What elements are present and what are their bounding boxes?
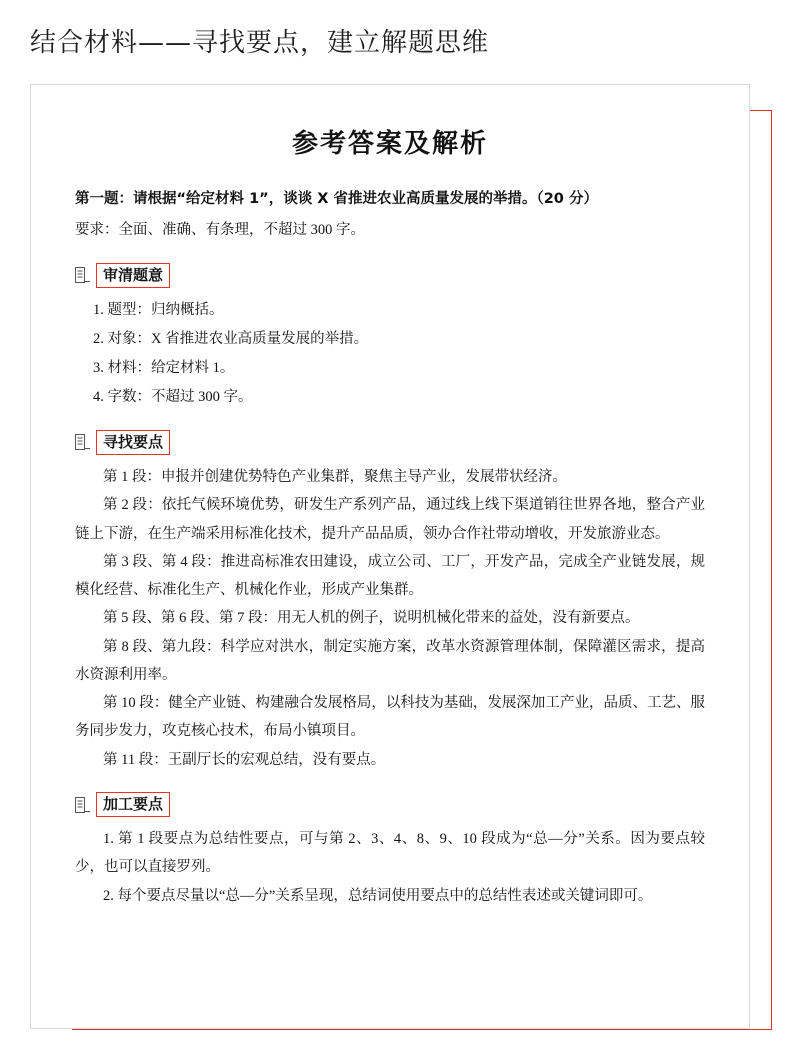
document-list-icon — [75, 267, 90, 283]
list-item: 3. 材料：给定材料 1。 — [93, 359, 235, 376]
section-header-analyze — [75, 263, 705, 288]
section-label-analyze: 审清题意 — [96, 263, 170, 288]
document-title: 参考答案及解析 — [291, 129, 488, 159]
paragraph: 第 10 段：健全产业链、构建融合发展格局，以科技为基础，发展深加工产业，品质、工艺、服务同步发力，攻克核心技术，布局小镇项目。 — [75, 695, 705, 740]
section-label-process-points: 加工要点 — [96, 792, 170, 817]
list-item: 1. 题型：归纳概括。 — [93, 301, 224, 318]
section-header-process-points — [75, 792, 705, 817]
paragraph: 第 5 段、第 6 段、第 7 段：用无人机的例子，说明机械化带来的益处，没有新要点。 — [103, 610, 640, 627]
list-item: 4. 字数：不超过 300 字。 — [93, 388, 253, 405]
section-label-find-points: 寻找要点 — [96, 430, 170, 455]
document-list-icon — [75, 797, 90, 813]
paragraph: 第 8 段、第九段：科学应对洪水，制定实施方案，改革水资源管理体制，保障灌区需求，提高水资源利用率。 — [75, 638, 705, 683]
question-requirement: 要求：全面、准确、有条理，不超过 300 字。 — [75, 221, 365, 238]
section-header-find-points — [75, 430, 705, 455]
document-body — [31, 85, 749, 910]
page-title: 结合材料——寻找要点，建立解题思维 — [30, 28, 490, 58]
paragraph: 2. 每个要点尽量以“总—分”关系呈现，总结词使用要点中的总结性表述或关键词即可。 — [103, 887, 653, 904]
paragraph: 第 3 段、第 4 段：推进高标准农田建设，成立公司、工厂，开发产品，完成全产业链发展，规模化经营、标准化生产、机械化作业，形成产业集群。 — [75, 553, 705, 599]
list-item: 2. 对象：X 省推进农业高质量发展的举措。 — [93, 330, 369, 347]
paragraph: 第 1 段：申报并创建优势特色产业集群，聚焦主导产业，发展带状经济。 — [103, 469, 567, 486]
paragraph: 第 2 段：依托气候环境优势，研发生产系列产品，通过线上线下渠道销往世界各地，整合产业链上下游，在生产端采用标准化技术，提升产品品质，领办合作社带动增收，开发旅游业态。 — [75, 497, 705, 542]
paragraph: 第 11 段：王副厅长的宏观总结，没有要点。 — [103, 751, 386, 768]
question-prompt: 第一题：请根据“给定材料 1”，谈谈 X 省推进农业高质量发展的举措。（20 分） — [75, 191, 598, 207]
document-list-icon — [75, 434, 90, 450]
paragraph: 1. 第 1 段要点为总结性要点，可与第 2、3、4、8、9、10 段成为“总—分”关系。因为要点较少，也可以直接罗列。 — [75, 831, 705, 876]
document-card — [30, 84, 750, 1029]
